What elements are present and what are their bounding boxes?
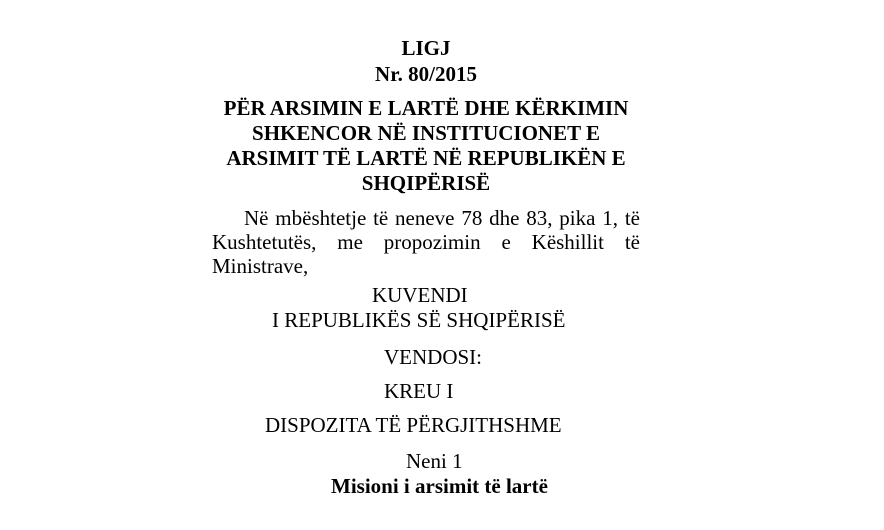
assembly-country: I REPUBLIKËS SË SHQIPËRISË [272,308,566,332]
preamble-line-1: Në mbështetje të neneve 78 dhe 83, pika 1, të [244,206,640,230]
law-number: Nr. 80/2015 [375,62,477,86]
chapter-title: DISPOZITA TË PËRGJITHSHME [265,413,562,437]
law-heading: LIGJ [401,36,451,60]
law-title-line-3: ARSIMIT TË LARTË NË REPUBLIKËN E [226,146,626,170]
preamble-line-2: Kushtetutës, me propozimin e Këshillit të [212,230,640,254]
assembly-name: KUVENDI [372,283,468,307]
article-title: Misioni i arsimit të lartë [331,474,548,498]
law-title-line-4: SHQIPËRISË [361,171,491,195]
law-title-line-2: SHKENCOR NË INSTITUCIONET E [252,121,600,145]
preamble-line-3: Ministrave, [212,254,309,278]
article-number: Neni 1 [406,449,463,473]
chapter-number: KREU I [384,379,454,403]
law-title-line-1: PËR ARSIMIN E LARTË DHE KËRKIMIN [223,96,629,120]
decides-label: VENDOSI: [384,345,482,369]
